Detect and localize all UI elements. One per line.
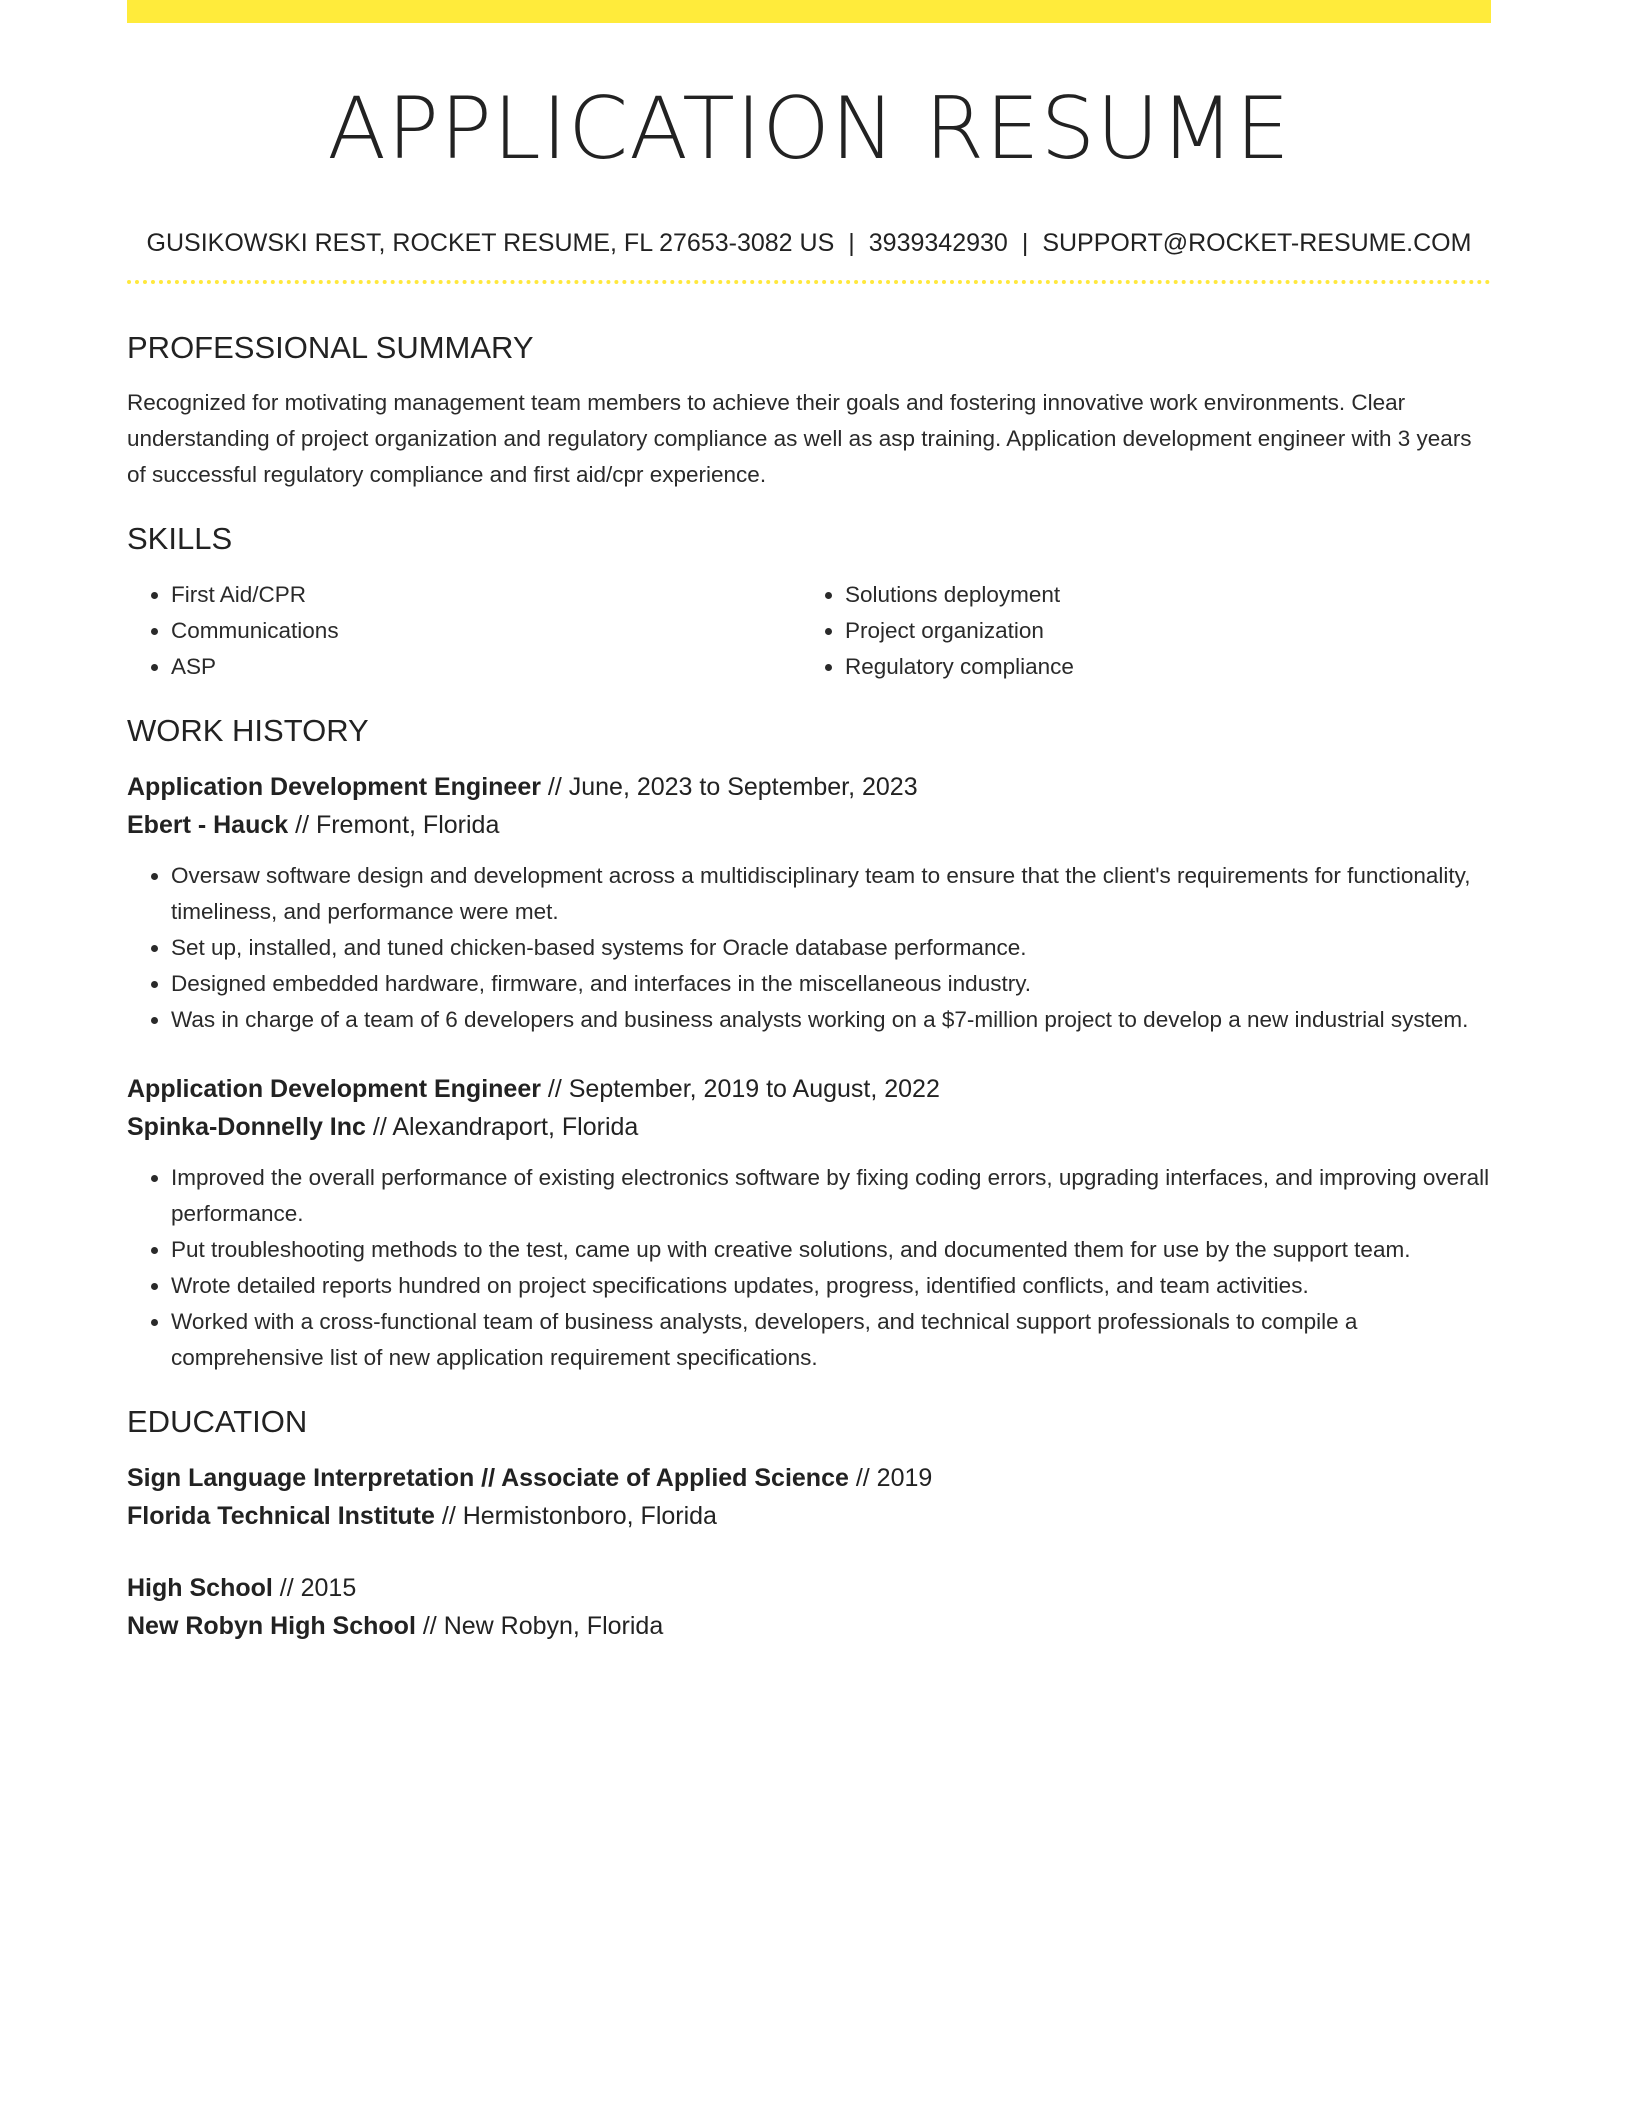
job-bullet: • Set up, installed, and tuned chicken-based systems for Oracle database performance.	[171, 930, 1491, 966]
job-bullet: • Oversaw software design and development across a multidisciplinary team to ensure that the client's requirements for functionality, timeliness, and performance were met.	[171, 858, 1491, 930]
job-company: Ebert - Hauck	[127, 811, 289, 839]
contact-line	[127, 227, 1491, 259]
skill-item: • ASP	[171, 649, 801, 685]
skills-column-right	[801, 577, 1475, 685]
skill-item: • Regulatory compliance	[845, 649, 1475, 685]
job-dates: // June, 2023 to September, 2023	[540, 773, 918, 801]
job-company: Spinka-Donnelly Inc	[127, 1113, 366, 1141]
education-school-line	[127, 1607, 1491, 1645]
education-location: // Hermistonboro, Florida	[434, 1502, 717, 1530]
job-company-line	[127, 806, 1491, 844]
contact-separator: |	[1021, 229, 1029, 257]
accent-bar	[127, 0, 1491, 23]
education-school: New Robyn High School	[127, 1612, 416, 1640]
job-bullets	[127, 858, 1491, 1038]
job-title-line	[127, 1070, 1491, 1108]
contact-address: GUSIKOWSKI REST, ROCKET RESUME, FL 27653-3082 US	[146, 229, 835, 257]
education-entry	[127, 1569, 1491, 1645]
skill-item: • Communications	[171, 613, 801, 649]
job-bullet: • Designed embedded hardware, firmware, and interfaces in the miscellaneous industry.	[171, 966, 1491, 1002]
job-entry	[127, 768, 1491, 1038]
job-dates: // September, 2019 to August, 2022	[540, 1075, 940, 1103]
skill-item: • Solutions deployment	[845, 577, 1475, 613]
job-location: // Alexandraport, Florida	[365, 1113, 639, 1141]
skills-list	[127, 577, 1491, 685]
skills-column-left	[127, 577, 801, 685]
education-degree-line	[127, 1459, 1491, 1497]
skills-heading: SKILLS	[127, 521, 233, 556]
job-bullet: • Was in charge of a team of 6 developers and business analysts working on a $7-million project to develop a new industrial system.	[171, 1002, 1491, 1038]
education-year: // 2019	[848, 1464, 933, 1492]
work-history-heading: WORK HISTORY	[127, 713, 369, 748]
education-heading: EDUCATION	[127, 1404, 308, 1439]
job-title: Application Development Engineer	[127, 773, 541, 801]
summary-heading: PROFESSIONAL SUMMARY	[127, 330, 534, 365]
contact-separator: |	[848, 229, 855, 257]
education-degree: High School	[127, 1574, 273, 1602]
job-title-line	[127, 768, 1491, 806]
job-bullet: • Improved the overall performance of existing electronics software by fixing coding errors, upgrading interfaces, and improving overall performance.	[171, 1160, 1491, 1232]
education-degree: Sign Language Interpretation // Associate of Applied Science	[127, 1464, 849, 1492]
contact-phone: 3939342930	[868, 229, 1008, 257]
skill-item: • First Aid/CPR	[171, 577, 801, 613]
contact-email: SUPPORT@ROCKET-RESUME.COM	[1042, 229, 1472, 257]
summary-text: Recognized for motivating management team members to achieve their goals and fostering innovative work environments. Clear understanding of project organization and regulatory compliance as well as asp training. Application development engineer with 3 years of successful regulatory compliance and first aid/cpr experience.	[127, 390, 1472, 487]
education-school-line	[127, 1497, 1491, 1535]
education-year: // 2015	[272, 1574, 357, 1602]
education-entry	[127, 1459, 1491, 1535]
job-bullets	[127, 1160, 1491, 1376]
job-location: // Fremont, Florida	[288, 811, 500, 839]
skill-item: • Project organization	[845, 613, 1475, 649]
resume-content	[127, 23, 1491, 1645]
dotted-divider	[127, 280, 1491, 284]
job-bullet: • Worked with a cross-functional team of business analysts, developers, and technical support professionals to compile a comprehensive list of new application requirement specifications.	[171, 1304, 1491, 1376]
education-school: Florida Technical Institute	[127, 1502, 435, 1530]
resume-title: APPLICATION RESUME	[327, 79, 1291, 179]
job-title: Application Development Engineer	[127, 1075, 541, 1103]
job-bullet: • Put troubleshooting methods to the test, came up with creative solutions, and documented them for use by the support team.	[171, 1232, 1491, 1268]
job-company-line	[127, 1108, 1491, 1146]
job-entry	[127, 1070, 1491, 1376]
education-degree-line	[127, 1569, 1491, 1607]
education-location: // New Robyn, Florida	[415, 1612, 664, 1640]
job-bullet: • Wrote detailed reports hundred on project specifications updates, progress, identified conflicts, and team activities.	[171, 1268, 1491, 1304]
